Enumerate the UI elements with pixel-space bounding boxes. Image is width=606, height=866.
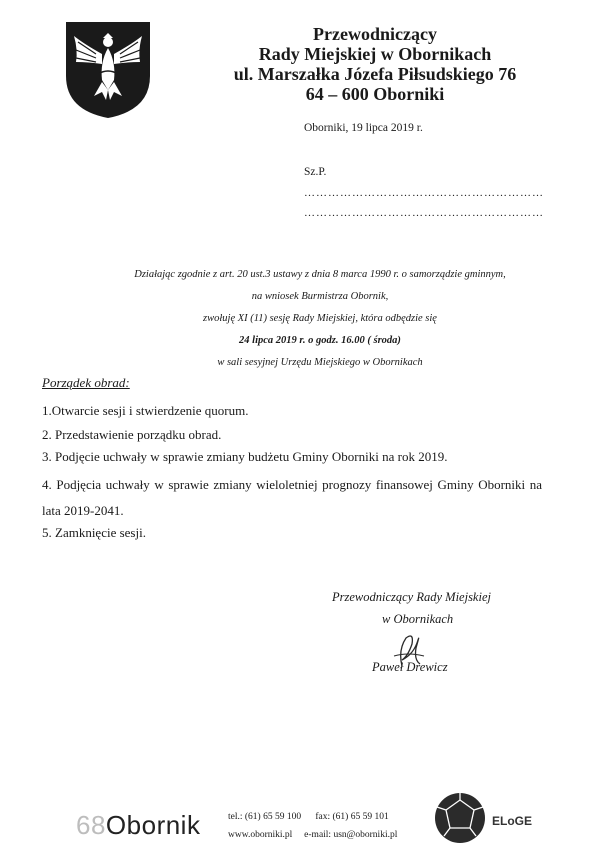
oborniki-logo: 68Obornik — [76, 810, 201, 840]
agenda-item: 5. Zamknięcie sesji. — [42, 525, 146, 540]
recipient-salutation: Sz.P. — [304, 166, 327, 178]
footer-contact — [228, 808, 397, 844]
header-address: ul. Marszałka Józefa Piłsudskiego 76 — [233, 64, 517, 84]
header-subtitle: Rady Miejskiej w Obornikach — [258, 44, 492, 64]
header-title: Przewodniczący — [313, 24, 437, 44]
coat-of-arms-icon — [62, 18, 154, 120]
signature-institution: w Obornikach — [382, 612, 454, 626]
intro-line-2: na wniosek Burmistrza Obornik, — [251, 291, 389, 302]
footer-tel: tel.: (61) 65 59 100 — [228, 812, 302, 822]
intro-line-5: w sali sesyjnej Urzędu Miejskiego w Obornikach — [217, 357, 423, 368]
agenda-item: 4. Podjęcia uchwały w sprawie zmiany wieloletniej prognozy finansowej Gminy Oborniki na lata 2019-2041. — [42, 477, 542, 518]
eloge-logo-icon — [432, 790, 488, 846]
intro-line-1: Działając zgodnie z art. 20 ust.3 ustawy z dnia 8 marca 1990 r. o samorządzie gminnym, — [134, 269, 506, 280]
footer-fax: fax: (61) 65 59 101 — [315, 812, 389, 822]
agenda-item: 2. Przedstawienie porządku obrad. — [42, 427, 222, 442]
agenda-item: 3. Podjęcie uchwały w sprawie zmiany budżetu Gminy Oborniki na rok 2019. — [42, 449, 448, 464]
eloge-label: ELoGE — [492, 814, 533, 828]
agenda-item: 1.Otwarcie sesji i stwierdzenie quorum. — [42, 403, 249, 418]
agenda-title: Porządek obrad: — [42, 375, 130, 390]
recipient-line-2: …………………………………………………… — [304, 207, 544, 219]
document-date: Oborniki, 19 lipca 2019 r. — [304, 122, 423, 134]
signature-name: Paweł Drewicz — [372, 660, 448, 674]
footer-web: www.oborniki.pl — [228, 830, 293, 840]
footer-email: e-mail: usn@oborniki.pl — [304, 830, 398, 840]
session-datetime: 24 lipca 2019 r. o godz. 16.00 ( środa) — [239, 335, 401, 346]
recipient-line-1: …………………………………………………… — [304, 187, 544, 199]
signature-title: Przewodniczący Rady Miejskiej — [332, 590, 491, 604]
header-postal: 64 – 600 Oborniki — [305, 84, 445, 104]
intro-line-3: zwołuję XI (11) sesję Rady Miejskiej, która odbędzie się — [203, 313, 437, 324]
